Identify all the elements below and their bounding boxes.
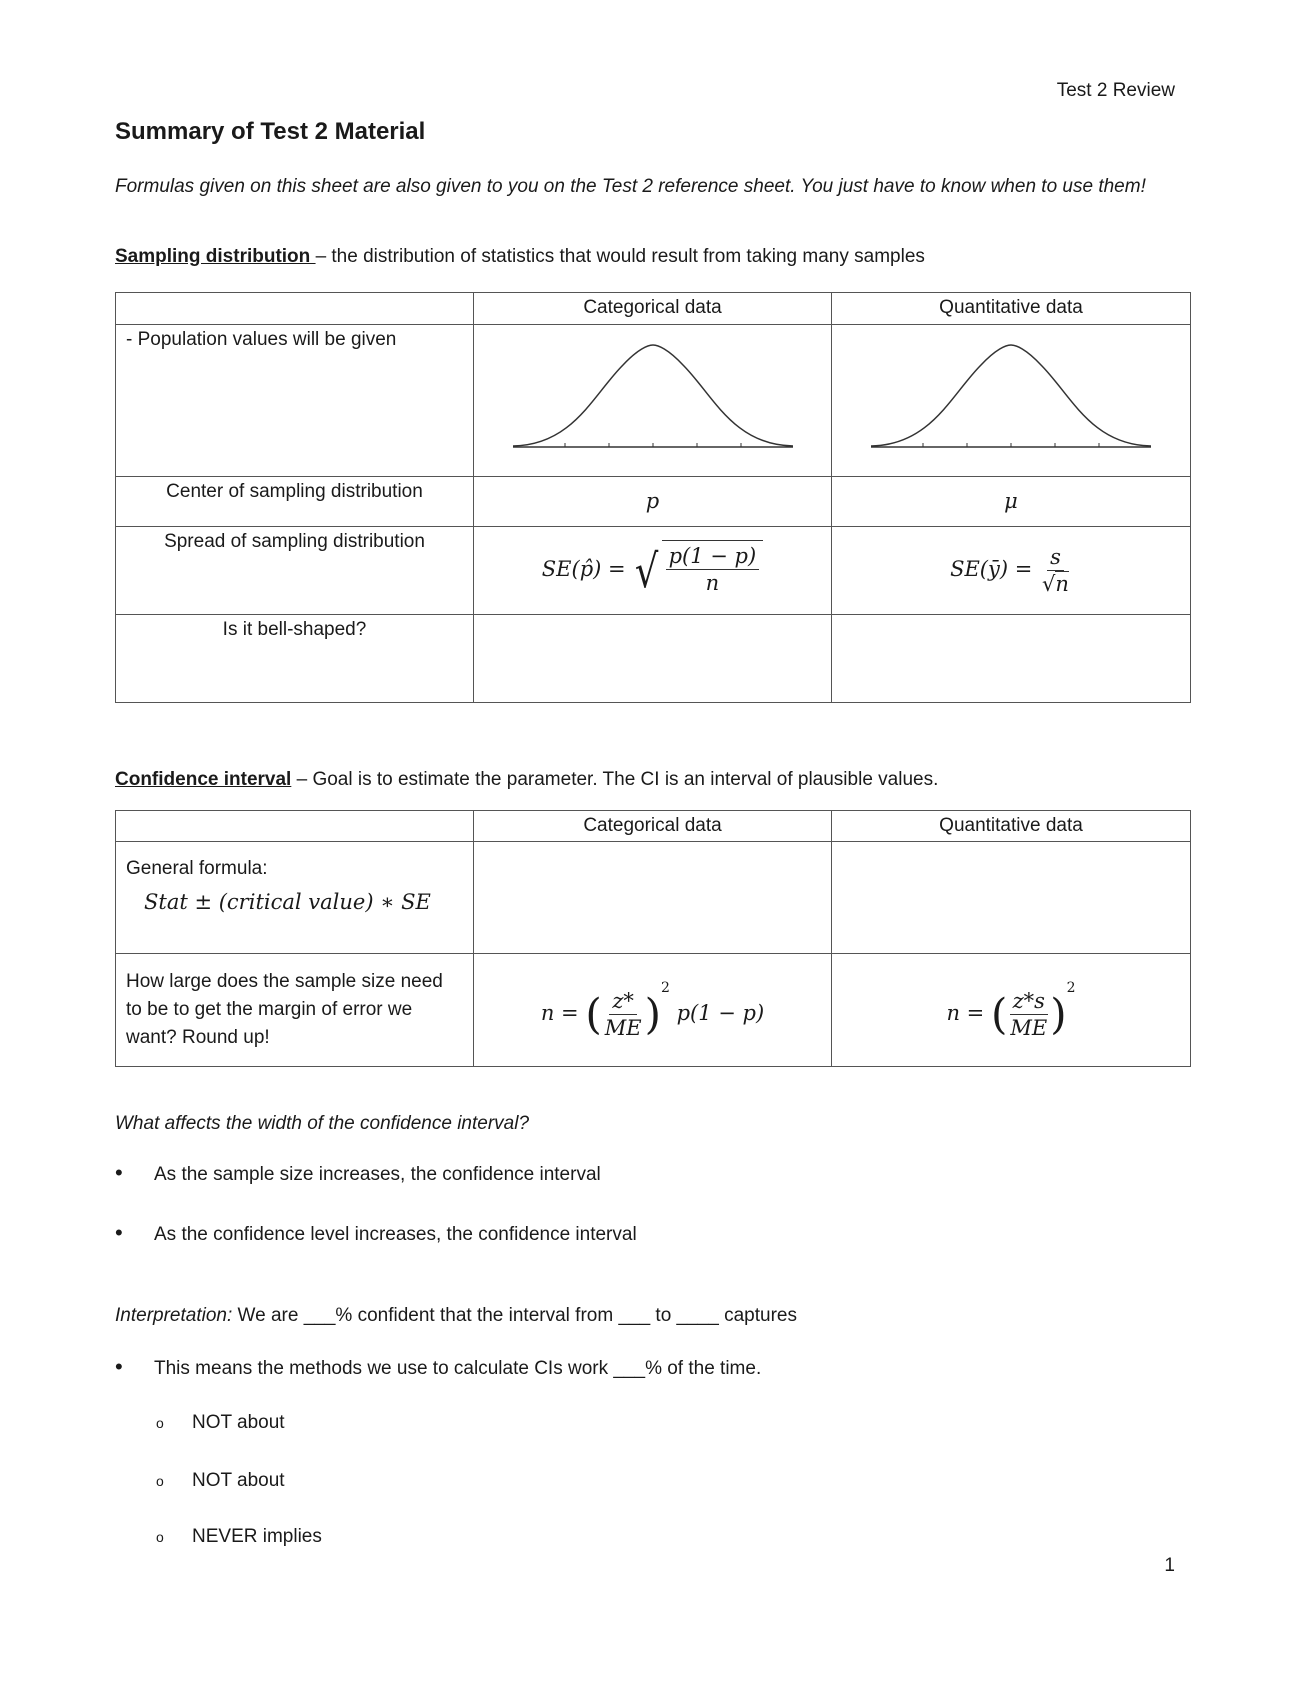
bullet-icon: • <box>115 1354 123 1379</box>
corner-cell <box>116 293 474 325</box>
se-p-denominator: n <box>705 570 720 595</box>
circle-bullet-icon: o <box>156 1473 164 1489</box>
row-label-general <box>116 842 474 954</box>
col-categorical: Categorical data <box>474 293 832 325</box>
se-y-numerator: s <box>1047 544 1064 571</box>
se-p-lhs: SE(p̂) = <box>541 557 626 581</box>
row-label-spread: Spread of sampling distribution <box>116 527 474 615</box>
general-formula-label: General formula: <box>126 858 268 879</box>
se-p-numerator: p(1 − p) <box>666 543 760 570</box>
col-categorical: Categorical data <box>474 811 832 842</box>
row-label-sample-size: How large does the sample size need to be to get the margin of error we want? Round up! <box>116 954 474 1067</box>
sampling-term: Sampling distribution <box>115 246 316 267</box>
se-y-lhs: SE(ȳ) = <box>950 557 1033 581</box>
row-label-center: Center of sampling distribution <box>116 477 474 527</box>
confidence-table <box>115 810 1191 1067</box>
sub-not-about-2: NOT about <box>192 1470 285 1491</box>
center-quantitative <box>832 477 1191 527</box>
bullet-methods: This means the methods we use to calculate CIs work ___% of the time. <box>154 1358 762 1379</box>
bullet-icon: • <box>115 1220 123 1245</box>
table-row <box>116 527 1191 615</box>
table-row <box>116 954 1191 1067</box>
n-cat-lhs: n = <box>540 1000 579 1025</box>
sampling-table <box>115 292 1191 703</box>
confidence-heading <box>115 769 938 791</box>
n-cat-formula: n = ( $\frac{z*}{ME}$ )$^2$ p(1 − p) <box>540 979 765 1040</box>
spread-quantitative <box>832 527 1191 615</box>
table-row <box>116 477 1191 527</box>
table-row <box>116 842 1191 954</box>
sample-size-quantitative <box>832 954 1191 1067</box>
center-categorical <box>474 477 832 527</box>
center-quant-value: μ <box>1004 489 1018 513</box>
n-cat-tail: p(1 − p) <box>676 1000 765 1025</box>
page-number: 1 <box>1164 1555 1175 1576</box>
list-item <box>156 1412 285 1434</box>
n-quant-numerator: z*s <box>1010 988 1048 1015</box>
se-p-formula <box>541 543 763 598</box>
interpretation-line <box>115 1305 797 1327</box>
list-item <box>115 1220 637 1246</box>
n-cat-numerator: z* <box>609 988 637 1015</box>
circle-bullet-icon: o <box>156 1529 164 1545</box>
bell-curve-icon <box>861 335 1161 455</box>
list-item <box>156 1526 322 1548</box>
curve-cell-quantitative <box>832 325 1191 477</box>
row-label-bell: Is it bell-shaped? <box>116 615 474 703</box>
table-header-row <box>116 293 1191 325</box>
n-cat-exponent: 2 <box>660 979 670 996</box>
circle-bullet-icon: o <box>156 1415 164 1431</box>
bell-answer-categorical <box>474 615 832 703</box>
sqrt-symbol: √ $\frac{p(1 - p)}{n}$ <box>632 540 763 602</box>
confidence-term: Confidence interval <box>115 769 292 790</box>
intro-note: Formulas given on this sheet are also given to you on the Test 2 reference sheet. You just have to know when to use them! <box>115 176 1146 197</box>
n-cat-denominator: ME <box>604 1015 642 1040</box>
sampling-heading <box>115 246 925 268</box>
general-answer-categorical <box>474 842 832 954</box>
list-item <box>115 1160 601 1186</box>
sub-never-implies: NEVER implies <box>192 1526 322 1547</box>
width-question: What affects the width of the confidence interval? <box>115 1113 530 1134</box>
spread-categorical <box>474 527 832 615</box>
n-quant-formula: n = ( $\frac{z*s}{ME}$ )$^2$ <box>946 979 1076 1040</box>
interpretation-label: Interpretation: <box>115 1305 233 1326</box>
center-cat-value: p <box>645 489 660 513</box>
bell-answer-quantitative <box>832 615 1191 703</box>
se-y-denominator: √n <box>1042 572 1069 596</box>
table-header-row <box>116 811 1191 842</box>
confidence-description: – Goal is to estimate the parameter. The CI is an interval of plausible values. <box>291 769 939 790</box>
list-item <box>115 1354 761 1380</box>
bullet-sample-size: As the sample size increases, the confidence interval <box>154 1164 601 1185</box>
n-quant-lhs: n = <box>946 1000 985 1025</box>
table-row <box>116 325 1191 477</box>
sample-size-categorical <box>474 954 832 1067</box>
col-quantitative: Quantitative data <box>832 293 1191 325</box>
list-item <box>156 1470 285 1492</box>
bell-curve-icon <box>503 335 803 455</box>
n-quant-exponent: 2 <box>1066 979 1076 996</box>
bullet-icon: • <box>115 1160 123 1185</box>
running-header: Test 2 Review <box>1056 80 1175 101</box>
general-answer-quantitative <box>832 842 1191 954</box>
curve-cell-categorical <box>474 325 832 477</box>
general-formula: Stat ± (critical value) ∗ SE <box>144 890 431 914</box>
col-quantitative: Quantitative data <box>832 811 1191 842</box>
interpretation-text: We are ___% confident that the interval from ___ to ____ captures <box>232 1305 797 1326</box>
n-quant-denominator: ME <box>1010 1015 1048 1040</box>
row-label-population: - Population values will be given <box>116 325 474 477</box>
bullet-confidence-level: As the confidence level increases, the confidence interval <box>154 1224 637 1245</box>
corner-cell <box>116 811 474 842</box>
se-y-formula <box>950 545 1072 596</box>
table-row <box>116 615 1191 703</box>
page-title: Summary of Test 2 Material <box>115 118 426 145</box>
sampling-description: – the distribution of statistics that would result from taking many samples <box>315 246 925 267</box>
sub-not-about-1: NOT about <box>192 1412 285 1433</box>
